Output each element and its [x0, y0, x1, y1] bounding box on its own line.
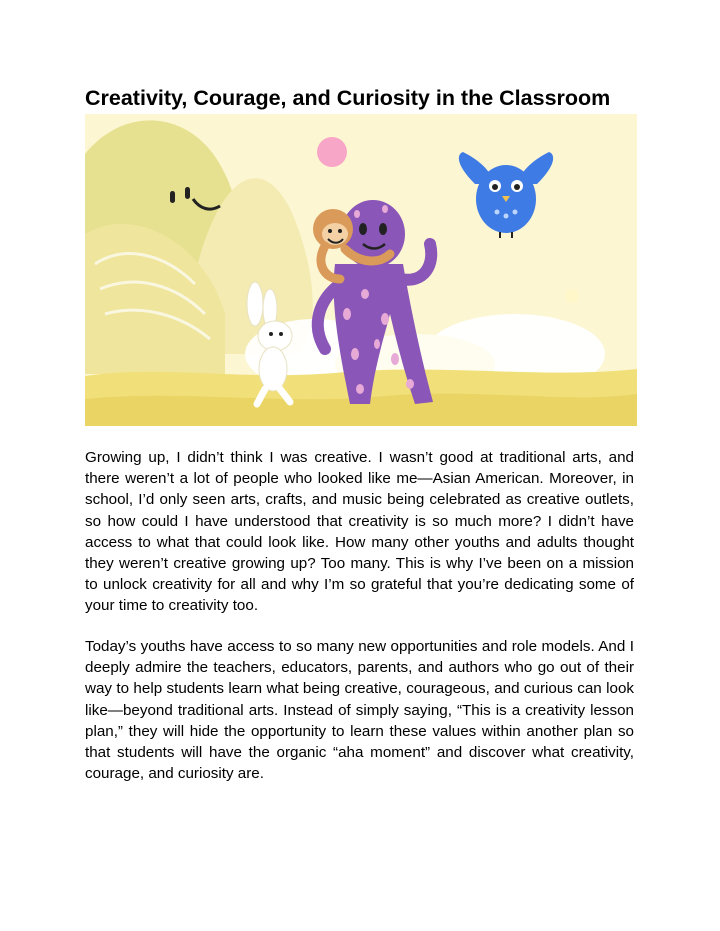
pink-ball — [317, 137, 347, 167]
hero-illustration — [85, 114, 637, 426]
hill-eye-right — [185, 187, 190, 199]
hill-eye-left — [170, 191, 175, 203]
paragraph-intro: Growing up, I didn’t think I was creative. I wasn’t good at traditional arts, and there weren’t a lot of people who looked like me—Asian American. Moreover, in school, I’d only seen arts, crafts, and music being celebrated as creative outlets, so how could I have understood that creativity is so much more? I didn’t have access to what that could look like. How many other youths and adults thought they weren’t creative growing up? Too many. This is why I’ve been on a mission to unlock creativity for all and why I’m so grateful that you’re dedicating some of your time to creativity too. — [85, 449, 634, 615]
paragraph-opportunities: Today’s youths have access to so many new opportunities and role models. And I deeply admire the teachers, educators, parents, and authors who go out of their way to help students learn what being creative, courageous, and curious can look like—beyond traditional arts. Instead of simply saying, “This is a creativity lesson plan,” they will hide the opportunity to learn these values within another plan so that students will have the organic “aha moment” and discover what creativity, courage, and curiosity are. — [85, 638, 634, 783]
page-title: Creativity, Courage, and Curiosity in the Classroom — [85, 86, 611, 110]
illustration-canvas — [85, 114, 637, 426]
small-ball — [565, 289, 579, 303]
